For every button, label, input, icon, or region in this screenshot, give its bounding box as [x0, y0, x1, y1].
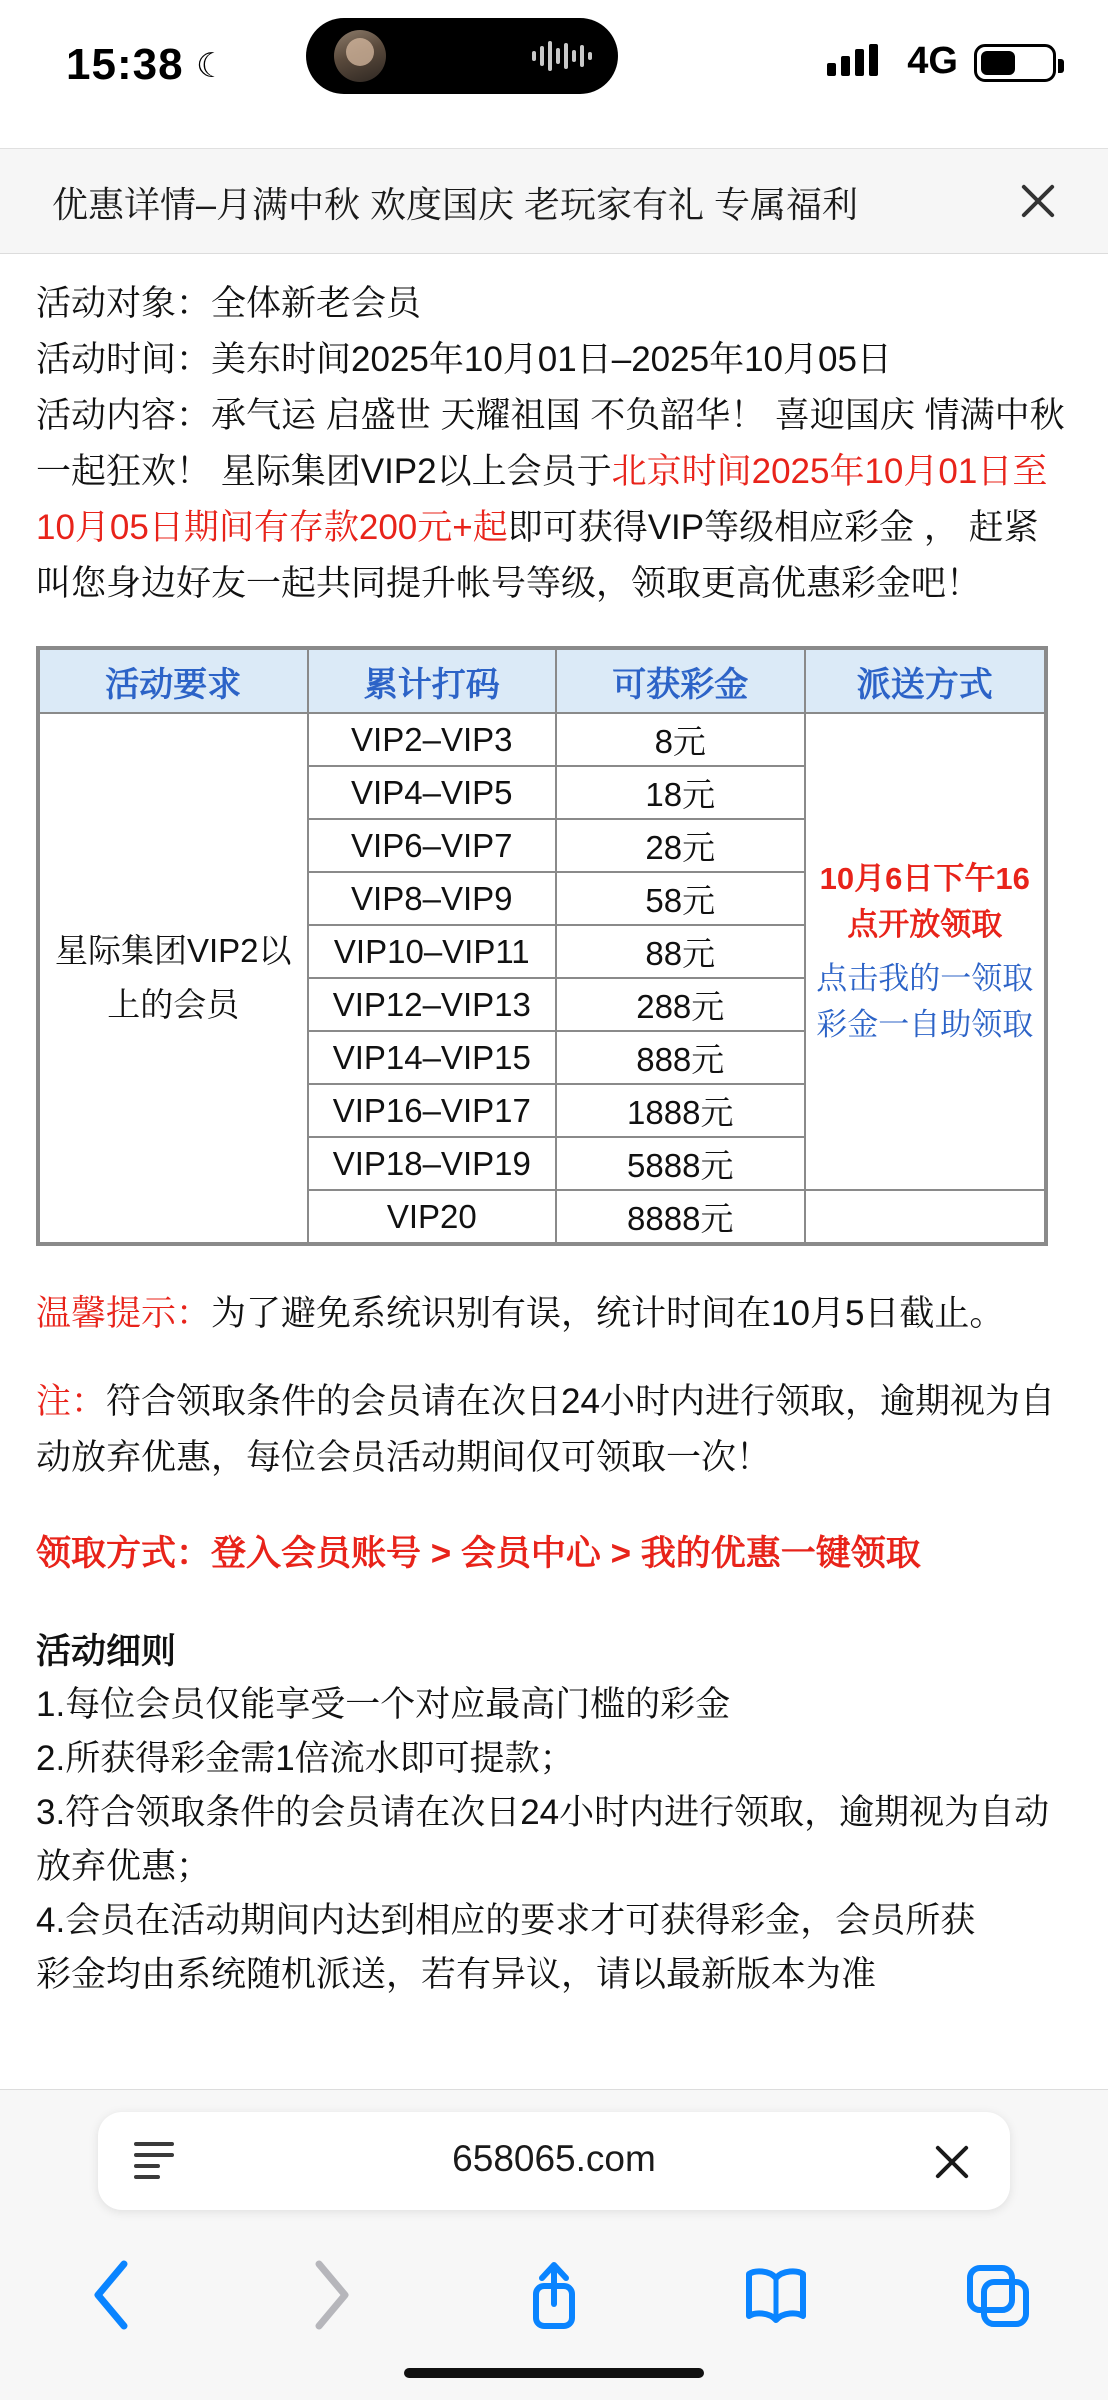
level-cell: VIP4–VIP5 [308, 766, 556, 819]
close-icon[interactable] [1012, 175, 1064, 227]
rule-item: 3.符合领取条件的会员请在次日24小时内进行领取，逾期视为自动放弃优惠； [36, 1793, 1050, 1886]
network-type-label: 4G [907, 40, 958, 82]
claim-method-line: 领取方式：登入会员账号 > 会员中心 > 我的优惠一键领取 [36, 1534, 921, 1573]
delivery-red-text: 10月6日下午16点开放领取 [819, 860, 1030, 942]
status-bar [0, 0, 1108, 148]
avatar [334, 30, 386, 82]
page-title: 优惠详情–月满中秋 欢度国庆 老玩家有礼 专属福利 [52, 184, 859, 225]
tip-label: 温馨提示： [36, 1294, 212, 1333]
tip-text: 为了避免系统识别有误，统计时间在10月5日截止。 [211, 1294, 1005, 1333]
status-time: 15:38 [66, 40, 184, 89]
back-button[interactable] [0, 2240, 222, 2350]
bookmarks-button[interactable] [665, 2240, 887, 2350]
bonus-cell: 8元 [556, 713, 804, 766]
tabs-icon [962, 2260, 1032, 2330]
delivery-cell-empty [805, 1190, 1046, 1243]
detail-label: 活动内容： [36, 396, 212, 435]
detail-paragraph [36, 388, 1072, 612]
home-indicator[interactable] [404, 2368, 704, 2378]
audio-waveform-icon [532, 38, 592, 74]
bonus-cell: 1888元 [556, 1084, 804, 1137]
promo-content [0, 254, 1108, 2089]
rule-item: 4.会员在活动期间内达到相应的要求才可获得彩金，会员所获 [36, 1901, 976, 1940]
vip-bonus-table [36, 646, 1048, 1246]
requirement-cell: 星际集团VIP2以上的会员 [39, 713, 308, 1243]
level-cell: VIP16–VIP17 [308, 1084, 556, 1137]
level-cell: VIP14–VIP15 [308, 1031, 556, 1084]
browser-toolbar [0, 2240, 1108, 2350]
bonus-cell: 18元 [556, 766, 804, 819]
bonus-cell: 8888元 [556, 1190, 804, 1243]
table-row [39, 713, 1045, 766]
time-value: 美东时间2025年10月01日–2025年10月05日 [211, 340, 892, 379]
tabs-button[interactable] [886, 2240, 1108, 2350]
battery-icon [974, 44, 1056, 82]
audience-line [36, 276, 1072, 332]
rules-title: 活动细则 [36, 1632, 177, 1671]
content-fade [0, 2019, 1108, 2089]
rule-item: 2.所获得彩金需1倍流水即可提款； [36, 1739, 575, 1778]
level-cell: VIP20 [308, 1190, 556, 1243]
close-icon[interactable] [930, 2140, 974, 2184]
address-bar[interactable] [98, 2112, 1010, 2210]
time-label: 活动时间： [36, 340, 212, 379]
page-header [0, 148, 1108, 254]
chevron-left-icon [88, 2256, 134, 2334]
detail-text-2: 即可获得VIP等级相应彩金 ， 赶紧叫您身边好友一起共同提升帐号等级，领取更高优惠彩金吧！ [36, 508, 1039, 603]
chevron-right-icon [309, 2256, 355, 2334]
bonus-cell: 28元 [556, 819, 804, 872]
browser-bottom-bar [0, 2089, 1108, 2400]
col-header-requirement: 活动要求 [39, 649, 308, 713]
detail-text-1: 承气运 启盛世 天耀祖国 不负韶华！ 喜迎国庆 情满中秋 一起狂欢！ 星际集团VIP2以上会员于 [36, 396, 1065, 491]
delivery-blue-text: 点击我的一领取彩金一自助领取 [816, 960, 1034, 1042]
audience-label: 活动对象： [36, 284, 212, 323]
crescent-moon-icon: ☾ [196, 47, 227, 85]
col-header-wager: 累计打码 [308, 649, 556, 713]
level-cell: VIP18–VIP19 [308, 1137, 556, 1190]
note-label: 注： [36, 1382, 107, 1421]
level-cell: VIP2–VIP3 [308, 713, 556, 766]
level-cell: VIP8–VIP9 [308, 872, 556, 925]
detail-text-highlight: 北京时间2025年10月01日至10月05日期间有存款200元+起 [36, 452, 1048, 547]
forward-button[interactable] [222, 2240, 444, 2350]
bonus-cell: 888元 [556, 1031, 804, 1084]
bonus-cell: 5888元 [556, 1137, 804, 1190]
rule-item: 1.每位会员仅能享受一个对应最高门槛的彩金 [36, 1685, 731, 1724]
rule-item-cut: 彩金均由系统随机派送，若有异议，请以最新版本为准 [36, 1955, 877, 1994]
table-header-row [39, 649, 1045, 713]
delivery-cell [805, 713, 1046, 1190]
level-cell: VIP6–VIP7 [308, 819, 556, 872]
bonus-cell: 88元 [556, 925, 804, 978]
url-text[interactable]: 658065.com [452, 2138, 656, 2179]
col-header-delivery: 派送方式 [805, 649, 1046, 713]
level-cell: VIP10–VIP11 [308, 925, 556, 978]
col-header-bonus: 可获彩金 [556, 649, 804, 713]
time-line [36, 332, 1072, 388]
share-icon [522, 2256, 586, 2334]
cellular-signal-icon [827, 44, 878, 76]
level-cell: VIP12–VIP13 [308, 978, 556, 1031]
audience-value: 全体新老会员 [211, 284, 422, 323]
note-text: 符合领取条件的会员请在次日24小时内进行领取，逾期视为自动放弃优惠，每位会员活动期间仅可领取一次！ [36, 1382, 1055, 1477]
dynamic-island[interactable] [306, 18, 618, 94]
bonus-cell: 288元 [556, 978, 804, 1031]
tip-line [36, 1286, 1072, 1342]
share-button[interactable] [443, 2240, 665, 2350]
bonus-cell: 58元 [556, 872, 804, 925]
note-line [36, 1374, 1072, 1486]
book-icon [741, 2260, 811, 2330]
